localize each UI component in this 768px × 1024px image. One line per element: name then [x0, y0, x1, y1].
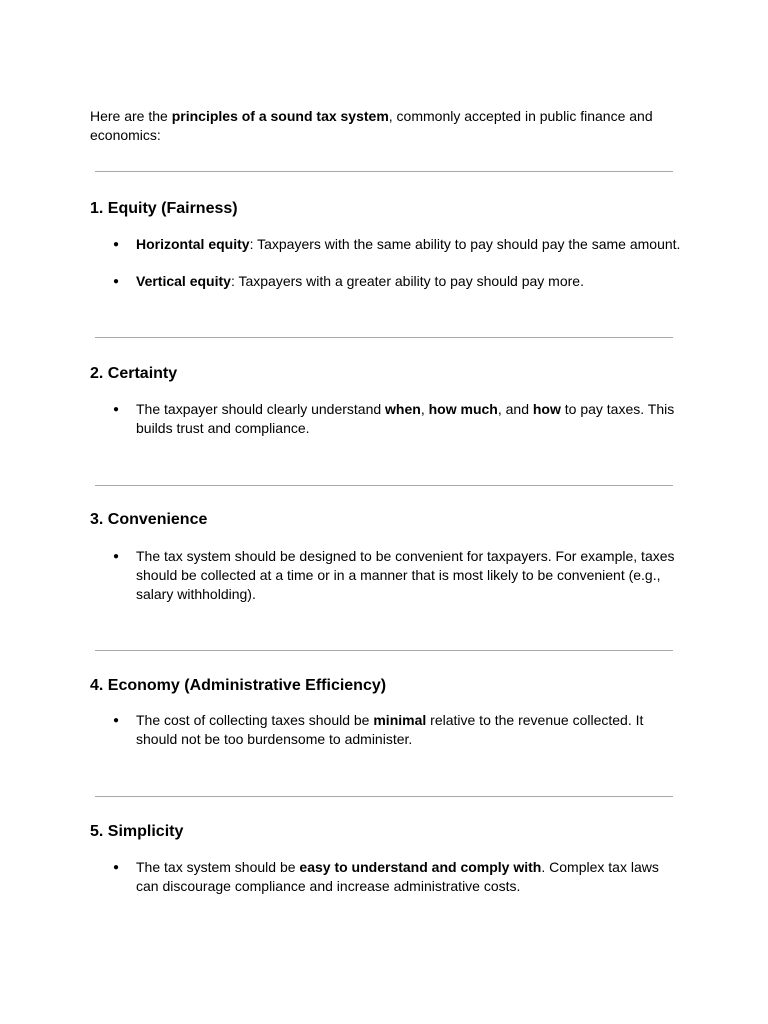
bullet-text: : Taxpayers with the same ability to pay should pay the same amount. — [249, 236, 681, 252]
bullet-text: The cost of collecting taxes should be — [136, 712, 374, 728]
bullet-item — [136, 272, 681, 291]
bullet-text: , and — [497, 401, 533, 417]
bullet-text: to pay taxes. This builds trust and compliance. — [136, 401, 675, 436]
horizontal-divider — [95, 485, 673, 486]
bullet-item — [136, 235, 681, 254]
bullet-item — [136, 400, 681, 438]
section-heading: 5. Simplicity — [90, 823, 184, 840]
horizontal-divider — [95, 337, 673, 338]
bullet-text: : Taxpayers with a greater ability to pay should pay more. — [230, 273, 584, 289]
bullet-text: . Complex tax laws can discourage compliance and increase administrative costs. — [136, 859, 659, 894]
bullet-emphasis: minimal — [373, 712, 427, 728]
bullet-text: , — [420, 401, 429, 417]
bullet-text: The taxpayer should clearly understand — [136, 401, 386, 417]
intro-emphasis: principles of a sound tax system — [171, 108, 389, 124]
intro-text: Here are the — [90, 108, 172, 124]
intro-text: , commonly accepted in public finance and economics: — [90, 108, 653, 143]
bullet-term: Horizontal equity — [136, 236, 250, 252]
bullet-item — [136, 858, 681, 896]
bullet-emphasis: how — [532, 401, 561, 417]
section-heading: 2. Certainty — [90, 365, 178, 382]
section-heading: 1. Equity (Fairness) — [90, 200, 238, 217]
bullet-term: Vertical equity — [136, 273, 231, 289]
bullet-text: The tax system should be designed to be convenient for taxpayers. For example, taxes should be collected at a time or in a manner that is most likely to be convenient (e.g., salary withholding). — [136, 548, 675, 602]
bullet-text: The tax system should be — [136, 859, 300, 875]
horizontal-divider — [95, 650, 673, 651]
bullet-item — [136, 711, 681, 749]
intro-paragraph — [90, 107, 680, 145]
horizontal-divider — [95, 171, 673, 172]
bullet-item — [136, 547, 681, 604]
bullet-emphasis: easy to understand and comply with — [299, 859, 542, 875]
horizontal-divider — [95, 796, 673, 797]
bullet-text: relative to the revenue collected. It should not be too burdensome to administer. — [136, 712, 644, 747]
bullet-emphasis: when — [385, 401, 421, 417]
section-heading: 4. Economy (Administrative Efficiency) — [90, 677, 387, 694]
section-heading: 3. Convenience — [90, 511, 208, 528]
bullet-emphasis: how much — [428, 401, 498, 417]
